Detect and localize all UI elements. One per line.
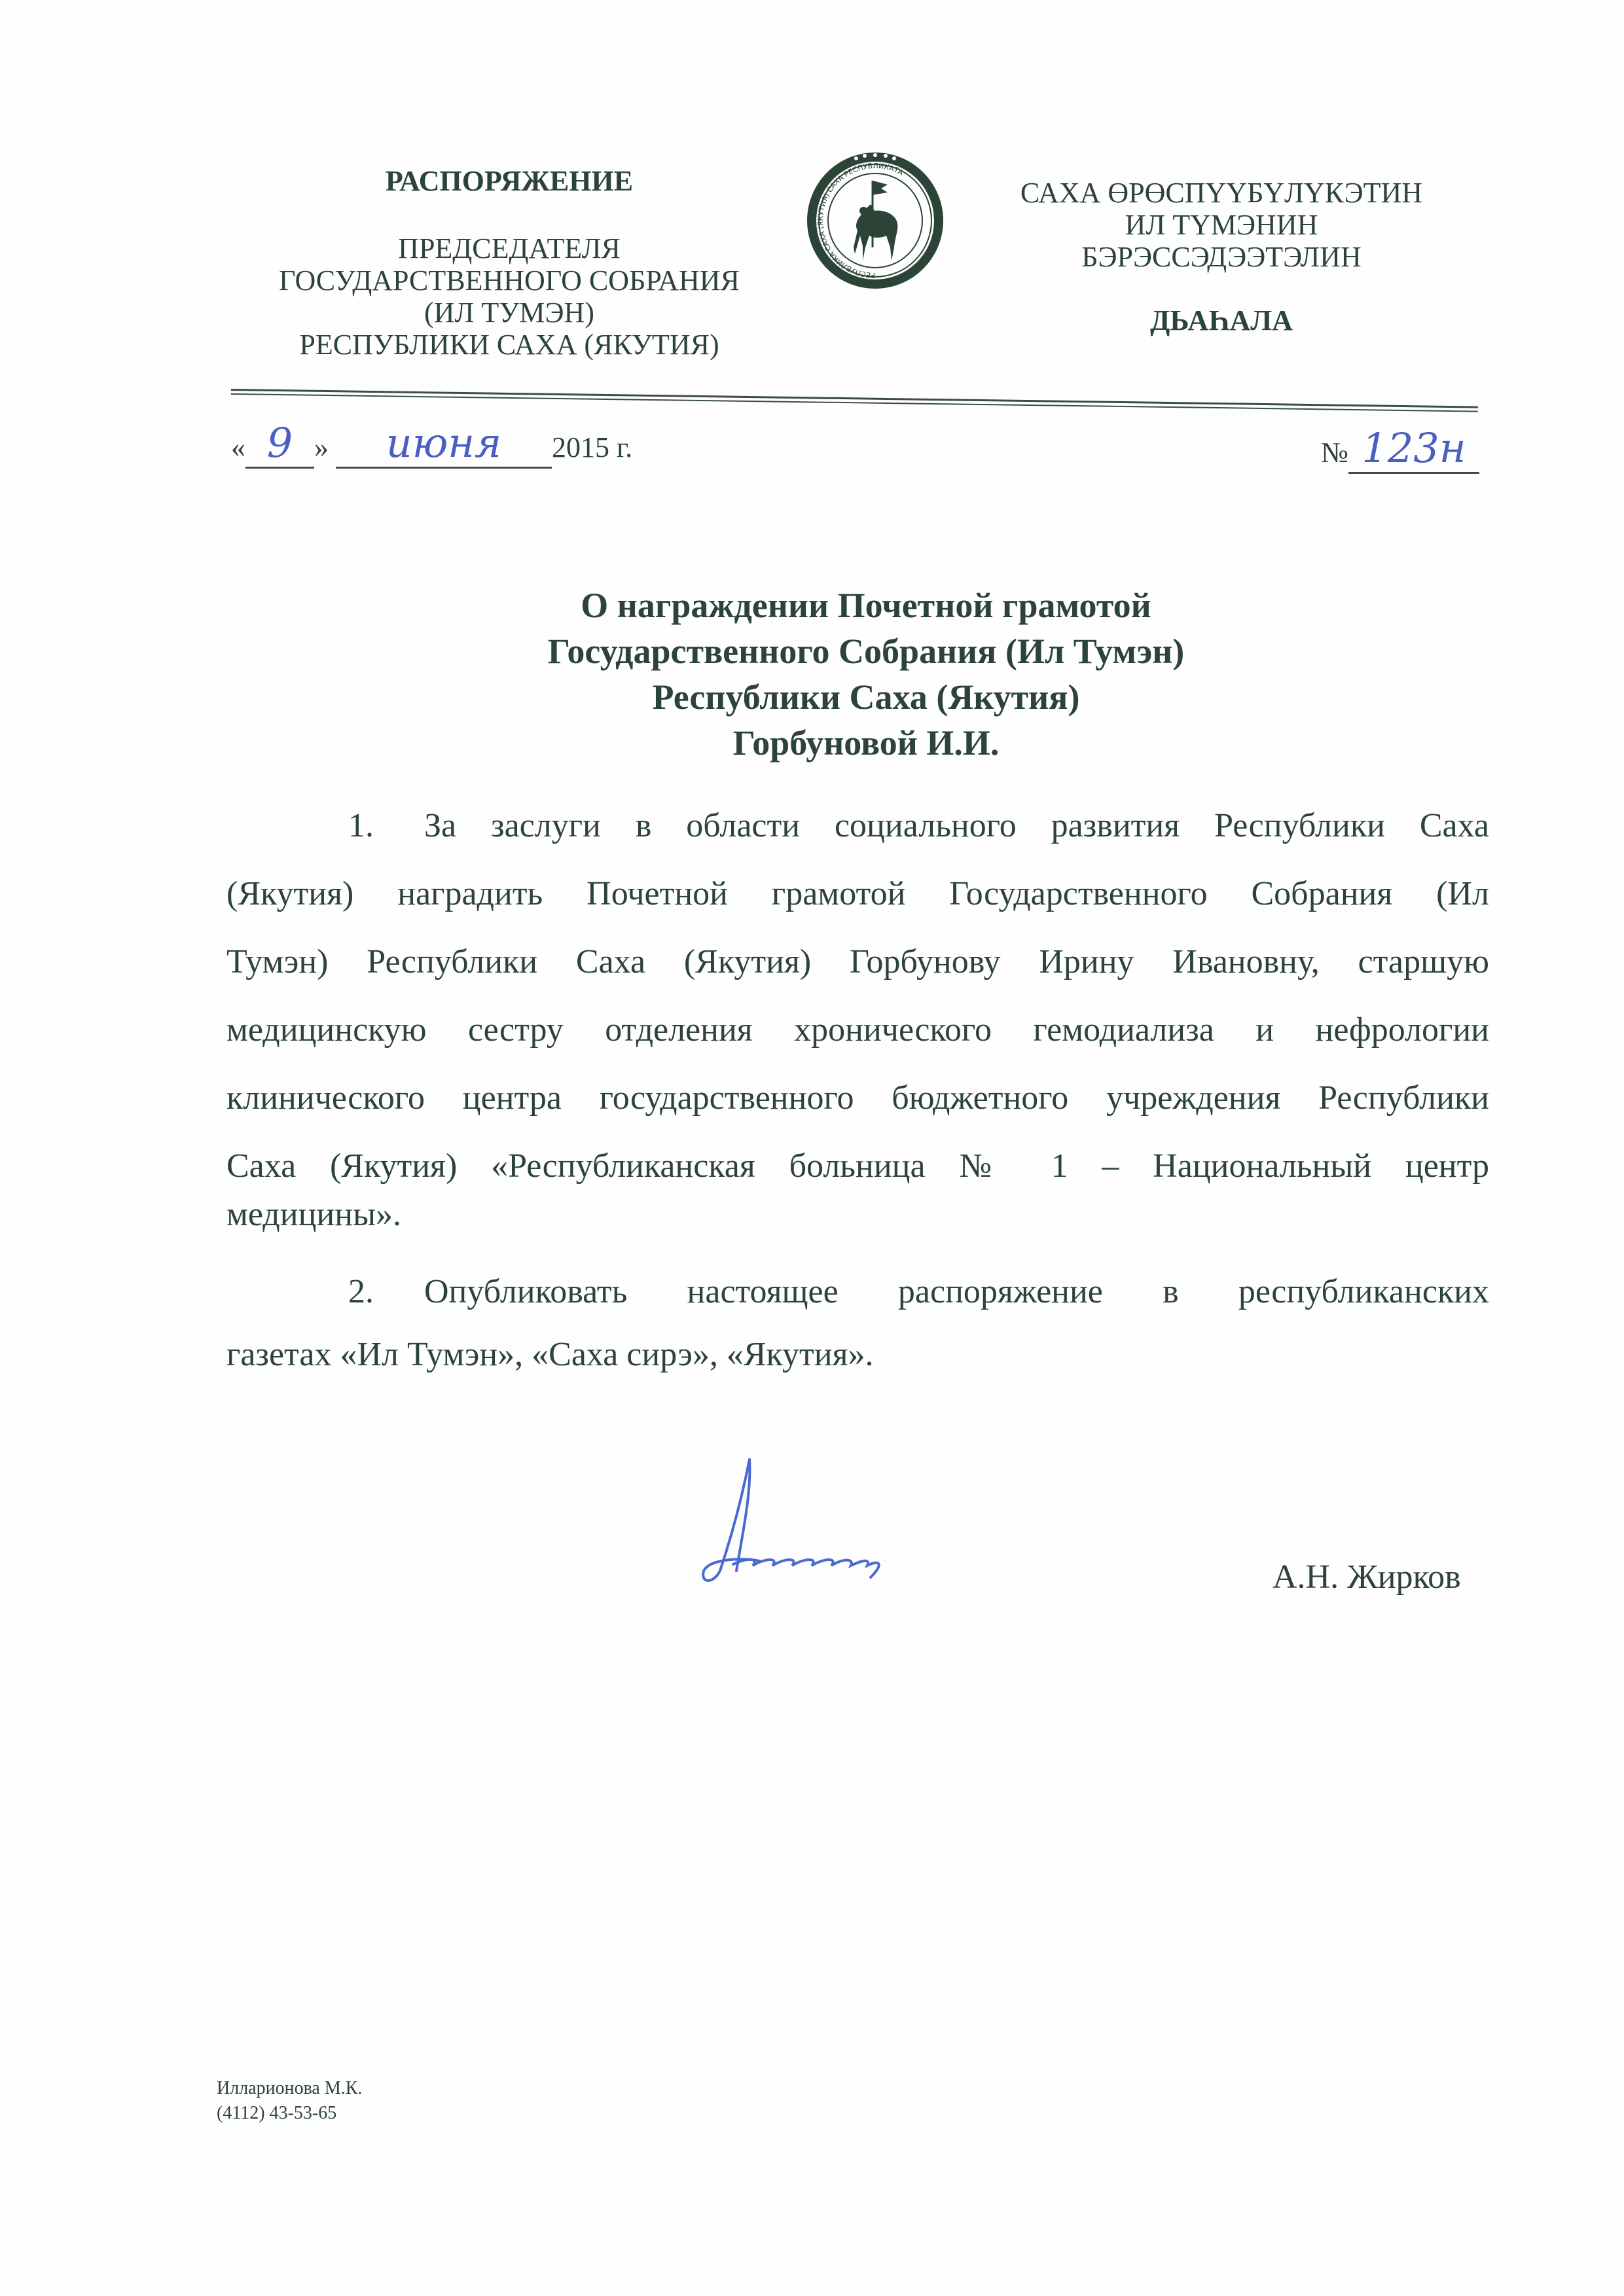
document-type-title: РАСПОРЯЖЕНИЕ: [385, 165, 634, 197]
text-line: Саха (Якутия) «Республиканская больница № 1 – Национальный центр: [226, 1147, 1489, 1185]
executor-name: Илларионова М.К.: [217, 2078, 363, 2098]
number-value: 123н: [1362, 424, 1466, 472]
subject-line: О награждении Почетной грамотой: [581, 586, 1151, 625]
text-line: Тумэн) Республики Саха (Якутия) Горбунову Ирину Ивановну, старшую: [226, 943, 1489, 980]
issuer-block-sah: [927, 177, 1516, 273]
text-line: Опубликовать настоящее распоряжение в республиканских: [424, 1273, 1489, 1310]
text-line: (Якутия) наградить Почетной грамотой Государственного Собрания (Ил: [226, 875, 1489, 912]
date-year: 2015 г.: [552, 431, 633, 463]
text-line: медицинскую сестру отделения хронического гемодиализа и нефрологии: [226, 1011, 1489, 1049]
handwritten-signature: [674, 1453, 1041, 1604]
issuer-line: БЭРЭССЭДЭЭТЭЛИН: [1081, 241, 1362, 273]
emblem-ring-text: РЕСПУБЛИКА САХА (ЯКУТИЯ) САХА РЕСПУБЛИКАТА: [816, 161, 905, 280]
issuer-block-ru: [215, 232, 804, 361]
date-line: « 9 » июня 2015 г.: [231, 419, 632, 469]
paragraph-number: 2.: [348, 1273, 374, 1310]
number-field: [1348, 424, 1479, 474]
paragraph-number: 1.: [348, 807, 374, 844]
header-divider: [231, 393, 1478, 412]
text-line: медицины».: [226, 1196, 402, 1233]
subject-line: Республики Саха (Якутия): [652, 677, 1080, 717]
executor-phone: (4112) 43-53-65: [217, 2103, 337, 2123]
header-divider: [231, 389, 1478, 408]
document-subject: [0, 583, 1624, 766]
date-day: 9: [266, 419, 293, 467]
executor-info: [217, 2076, 362, 2126]
issuer-line: ПРЕДСЕДАТЕЛЯ: [398, 232, 621, 264]
date-day-field: [245, 419, 314, 469]
text-line: За заслуги в области социального развития Республики Саха: [424, 807, 1489, 844]
text-line: газетах «Ил Тумэн», «Саха сирэ», «Якутия».: [226, 1336, 874, 1373]
issuer-line: САХА ӨРӨСПҮҮБҮЛҮКЭТИН: [1020, 177, 1423, 209]
issuer-line: (ИЛ ТУМЭН): [424, 296, 594, 329]
subject-line: Государственного Собрания (Ил Тумэн): [547, 632, 1185, 671]
issuer-line: ИЛ ТҮМЭНИН: [1125, 209, 1318, 241]
coat-of-arms-emblem: [804, 149, 947, 292]
document-number: № 123н: [1321, 424, 1479, 474]
text-line: клинического центра государственного бюджетного учреждения Республики: [226, 1079, 1489, 1117]
date-month-field: [336, 419, 552, 469]
subject-line: Горбуновой И.И.: [732, 723, 1000, 762]
issuer-line: ГОСУДАРСТВЕННОГО СОБРАНИЯ: [279, 264, 740, 296]
signatory-name: А.Н. Жирков: [1272, 1558, 1461, 1596]
document-type-title-sah: ДЬАҺАЛА: [1150, 304, 1293, 336]
issuer-line: РЕСПУБЛИКИ САХА (ЯКУТИЯ): [299, 329, 719, 361]
date-month: июня: [386, 419, 502, 467]
